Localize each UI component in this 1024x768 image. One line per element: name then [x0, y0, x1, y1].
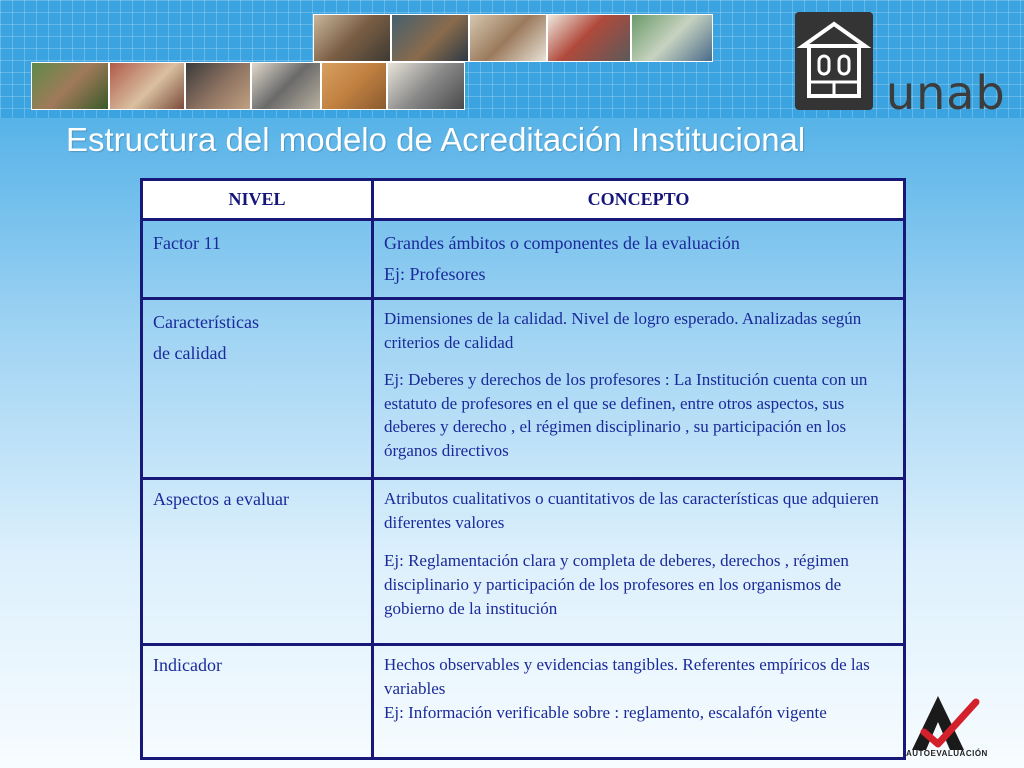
concepto-definition: Atributos cualitativos o cuantitativos de las características que adquieren diferentes valores	[384, 489, 879, 532]
nivel-text: de calidad	[153, 343, 227, 363]
concepto-cell	[373, 299, 905, 479]
column-header-concepto: CONCEPTO	[373, 180, 905, 220]
table-header-row	[142, 180, 905, 220]
campus-photo	[321, 62, 387, 110]
campus-photo	[185, 62, 251, 110]
autoevaluacion-logo-icon	[908, 692, 980, 752]
campus-photo	[31, 62, 109, 110]
concepto-example: Ej: Deberes y derechos de los profesores : La Institución cuenta con un estatuto de profesores en el que se definen, entre otros aspectos, sus deberes y derecho , el régimen disciplinario , su participación en los órganos directivos	[384, 370, 868, 460]
logo-emblem	[795, 12, 873, 110]
table-row	[142, 645, 905, 759]
campus-photo	[251, 62, 321, 110]
campus-photo	[391, 14, 469, 62]
concepto-example: Ej: Reglamentación clara y completa de deberes, derechos , régimen disciplinario y participación de los profesores en los organismos de gobierno de la institución	[384, 551, 849, 618]
paragraph-gap	[384, 535, 893, 549]
nivel-cell	[142, 299, 373, 479]
accreditation-table	[140, 178, 906, 760]
building-icon	[795, 12, 873, 110]
concepto-example: Ej: Profesores	[384, 264, 486, 284]
logo-wordmark: unab	[886, 66, 1006, 120]
campus-photo	[547, 14, 631, 62]
campus-photo	[631, 14, 713, 62]
nivel-cell	[142, 220, 373, 299]
page-title: Estructura del modelo de Acreditación Institucional	[66, 121, 806, 158]
concepto-cell	[373, 645, 905, 759]
column-header-nivel: NIVEL	[142, 180, 373, 220]
concepto-cell	[373, 220, 905, 299]
campus-photo	[109, 62, 185, 110]
campus-photo	[469, 14, 547, 62]
nivel-text: Factor 11	[153, 233, 221, 253]
concepto-definition: Hechos observables y evidencias tangibles. Referentes empíricos de las variables	[384, 655, 870, 698]
concepto-example: Ej: Información verificable sobre : reglamento, escalafón vigente	[384, 703, 827, 722]
table-row	[142, 479, 905, 645]
autoevaluacion-label: AUTOEVALUACIÓN	[906, 749, 988, 758]
concepto-definition: Dimensiones de la calidad. Nivel de logro esperado. Analizadas según criterios de calidad	[384, 309, 862, 352]
nivel-cell	[142, 479, 373, 645]
table-row	[142, 220, 905, 299]
nivel-text: Aspectos a evaluar	[153, 489, 289, 509]
concepto-definition: Grandes ámbitos o componentes de la evaluación	[384, 233, 740, 253]
nivel-text: Características	[153, 312, 259, 332]
concepto-cell	[373, 479, 905, 645]
table-row	[142, 299, 905, 479]
nivel-cell	[142, 645, 373, 759]
campus-photo	[313, 14, 391, 62]
campus-photo	[387, 62, 465, 110]
nivel-text: Indicador	[153, 655, 222, 675]
paragraph-gap	[384, 354, 893, 368]
